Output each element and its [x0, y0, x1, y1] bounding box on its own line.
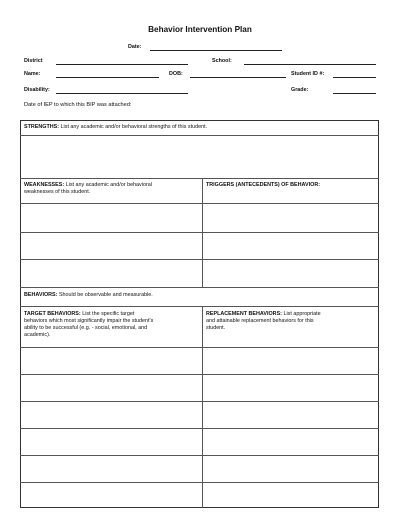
date-label: Date:: [128, 44, 142, 50]
target-behavior-entry-1[interactable]: [21, 348, 201, 374]
target-behaviors-description-line2: behaviors which most significantly impair the student's: [24, 318, 154, 324]
iep-date-note: Date of IEP to which this BIP was attached:: [24, 102, 132, 108]
replacement-behavior-entry-4[interactable]: [203, 429, 378, 455]
trigger-entry-3[interactable]: [203, 260, 378, 287]
disability-label: Disability:: [24, 87, 50, 93]
target-behaviors-title: TARGET BEHAVIORS:: [24, 311, 81, 317]
behaviors-top-divider: [20, 287, 379, 288]
school-label: School:: [212, 58, 232, 64]
replacement-behaviors-description-line2: and attainable replacement behaviors for this: [206, 318, 314, 324]
trigger-entry-1[interactable]: [203, 204, 378, 232]
target-behavior-entry-5[interactable]: [21, 456, 201, 482]
replacement-behavior-entry-6[interactable]: [203, 483, 378, 507]
replacement-behavior-entry-3[interactable]: [203, 402, 378, 428]
triggers-heading: [206, 182, 376, 189]
weaknesses-description-line1: List any academic and/or behavioral: [65, 182, 152, 188]
weaknesses-heading: [24, 182, 200, 196]
strengths-heading: [24, 124, 207, 131]
target-behavior-entry-6[interactable]: [21, 483, 201, 507]
target-behavior-entry-3[interactable]: [21, 402, 201, 428]
student-id-line[interactable]: [333, 77, 376, 78]
weakness-entry-1[interactable]: [21, 204, 201, 232]
weakness-entry-3[interactable]: [21, 260, 201, 287]
name-line[interactable]: [56, 77, 159, 78]
target-behaviors-heading: [24, 311, 200, 339]
replacement-behavior-entry-1[interactable]: [203, 348, 378, 374]
weaknesses-description-line2: weaknesses of this student.: [24, 189, 91, 195]
district-line[interactable]: [56, 64, 188, 65]
grade-label: Grade:: [291, 87, 309, 93]
date-line[interactable]: [150, 50, 282, 51]
dob-label: DOB:: [169, 71, 183, 77]
target-top-divider: [20, 306, 379, 307]
triggers-title: TRIGGERS (ANTECEDENTS) OF BEHAVIOR:: [206, 182, 321, 188]
behaviors-description: Should be observable and measurable.: [58, 292, 153, 298]
disability-line[interactable]: [56, 93, 188, 94]
replacement-behavior-entry-5[interactable]: [203, 456, 378, 482]
replacement-behaviors-title: REPLACEMENT BEHAVIORS:: [206, 311, 282, 317]
replacement-behaviors-heading: [206, 311, 376, 332]
dob-line[interactable]: [190, 77, 286, 78]
strengths-entry-area[interactable]: [21, 136, 378, 178]
behaviors-title: BEHAVIORS:: [24, 292, 58, 298]
target-behavior-entry-4[interactable]: [21, 429, 201, 455]
behaviors-heading: [24, 292, 153, 299]
grade-line[interactable]: [333, 93, 376, 94]
strengths-description: List any academic and/or behavioral strengths of this student.: [60, 124, 208, 130]
school-line[interactable]: [244, 64, 376, 65]
target-behaviors-description-line1: List the specific target: [82, 311, 135, 317]
student-id-label: Student ID #:: [291, 71, 325, 77]
strengths-title: STRENGTHS:: [24, 124, 60, 130]
target-behavior-entry-2[interactable]: [21, 375, 201, 401]
district-label: District: [24, 58, 43, 64]
target-behaviors-description-line4: academic).: [24, 332, 51, 338]
name-label: Name:: [24, 71, 41, 77]
weaknesses-top-divider: [20, 178, 379, 179]
replacement-behavior-entry-2[interactable]: [203, 375, 378, 401]
weaknesses-title: WEAKNESSES:: [24, 182, 65, 188]
page-title: Behavior Intervention Plan: [148, 25, 252, 34]
replacement-behaviors-description-line1: List appropriate: [283, 311, 321, 317]
replacement-behaviors-description-line3: student.: [206, 325, 226, 331]
trigger-entry-2[interactable]: [203, 233, 378, 259]
weakness-entry-2[interactable]: [21, 233, 201, 259]
target-behaviors-description-line3: ability to be successful (e.g. - social, emotional, and: [24, 325, 148, 331]
